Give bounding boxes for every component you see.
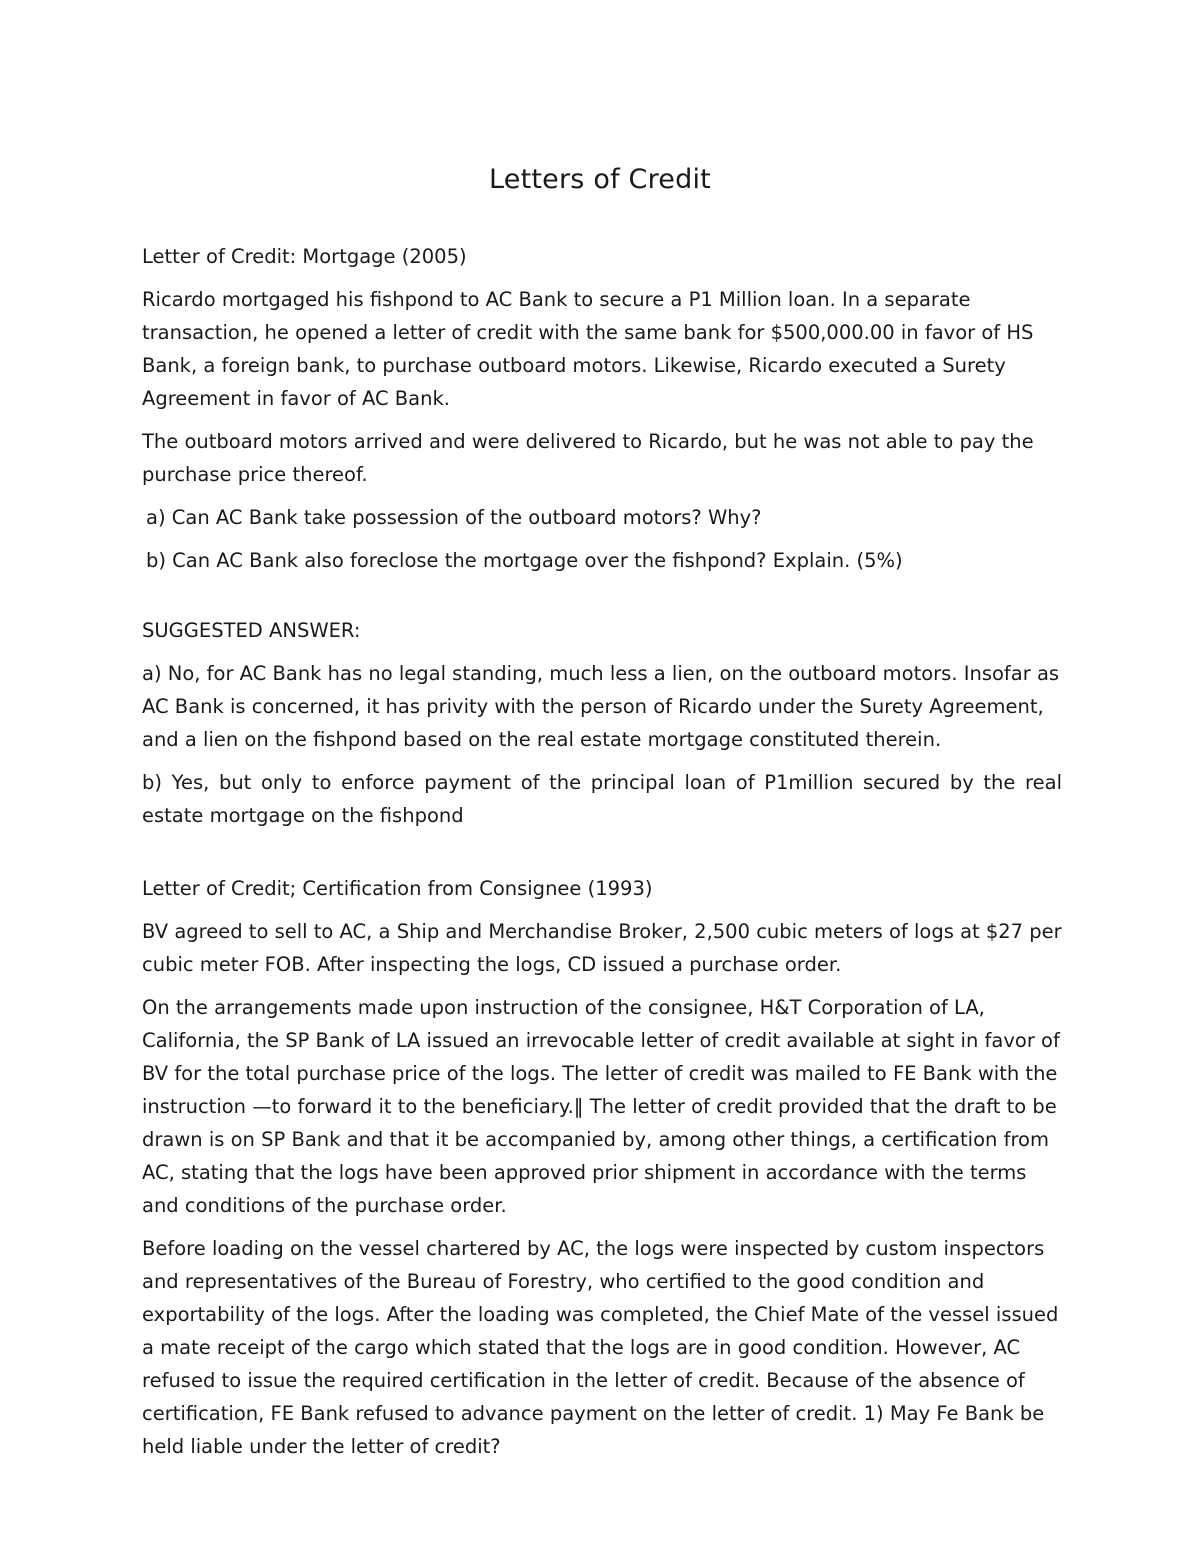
question-b: b) Can AC Bank also foreclose the mortgage over the fishpond? Explain. (5%) [146,549,903,572]
paragraph: BV agreed to sell to AC, a Ship and Merchandise Broker, 2,500 cubic meters of logs at $27 per cubic meter FOB. After inspecting the logs, CD issued a purchase order. [142,920,1062,976]
section-heading: Letter of Credit; Certification from Consignee (1993) [142,877,653,900]
section-heading: Letter of Credit: Mortgage (2005) [142,245,467,268]
answer-a: a) No, for AC Bank has no legal standing, much less a lien, on the outboard motors. Insofar as AC Bank is concerned, it has privity with the person of Ricardo under the Surety Agreement, and a lien on the fishpond based on the real estate mortgage constituted therein. [142,662,1060,751]
section-certification-1993 [142,872,1062,1463]
paragraph: The outboard motors arrived and were delivered to Ricardo, but he was not able to pay the purchase price thereof. [142,430,1034,486]
question-a: a) Can AC Bank take possession of the outboard motors? Why? [146,506,762,529]
paragraph: On the arrangements made upon instruction of the consignee, H&T Corporation of LA, California, the SP Bank of LA issued an irrevocable letter of credit available at sight in favor of BV for the total purchase price of the logs. The letter of credit was mailed to FE Bank with the instruction —to forward it to the beneficiary.‖ The letter of credit provided that the draft to be drawn is on SP Bank and that it be accompanied by, among other things, a certification from AC, stating that the logs have been approved prior shipment in accordance with the terms and conditions of the purchase order. [142,996,1060,1217]
paragraph: Ricardo mortgaged his fishpond to AC Bank to secure a P1 Million loan. In a separate transaction, he opened a letter of credit with the same bank for $500,000.00 in favor of HS Bank, a foreign bank, to purchase outboard motors. Likewise, Ricardo executed a Surety Agreement in favor of AC Bank. [142,288,1034,410]
answer-b: b) Yes, but only to enforce payment of the principal loan of P1million secured by the real estate mortgage on the fishpond [142,771,1062,827]
paragraph: Before loading on the vessel chartered by AC, the logs were inspected by custom inspectors and representatives of the Bureau of Forestry, who certified to the good condition and exportability of the logs. After the loading was completed, the Chief Mate of the vessel issued a mate receipt of the cargo which stated that the logs are in good condition. However, AC refused to issue the required certification in the letter of credit. Because of the absence of certification, FE Bank refused to advance payment on the letter of credit. 1) May Fe Bank be held liable under the letter of credit? [142,1237,1059,1458]
document-body [142,240,1062,1473]
suggested-answer-label: SUGGESTED ANSWER: [142,619,361,642]
page-title: Letters of Credit [489,164,711,196]
section-mortgage-2005 [142,240,1062,832]
